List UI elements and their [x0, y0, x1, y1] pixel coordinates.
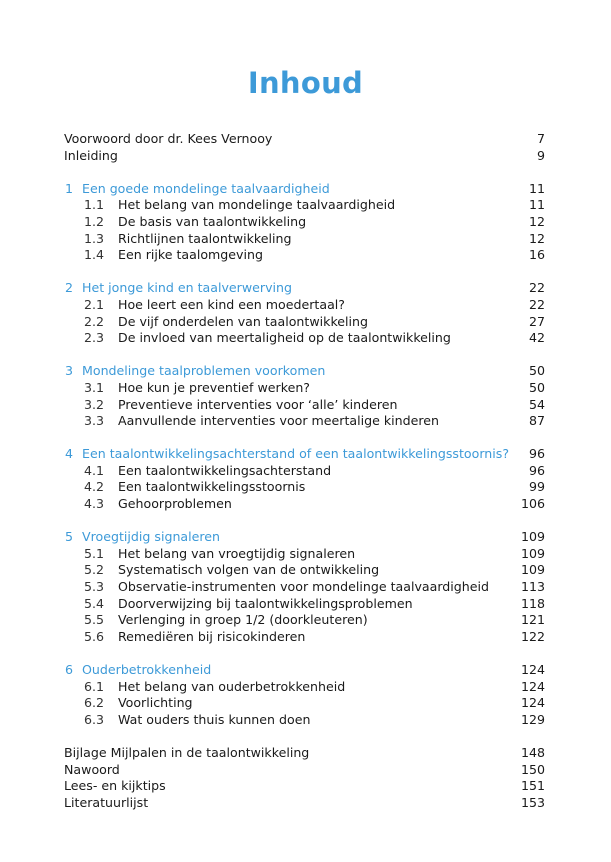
- section-entry[interactable]: [64, 546, 545, 563]
- section-title: Het belang van vroegtijdig signaleren: [118, 545, 356, 561]
- section-entry[interactable]: [64, 314, 545, 331]
- section-number: 5.6: [84, 628, 105, 644]
- section-number: 6.3: [84, 711, 105, 727]
- section-title: De basis van taalontwikkeling: [118, 213, 307, 229]
- page-number: 11: [528, 180, 545, 196]
- chapter-heading[interactable]: [64, 446, 545, 463]
- section-entry[interactable]: [64, 712, 545, 729]
- chapter-title: Vroegtijdig signaleren: [82, 529, 221, 545]
- page-number: 27: [528, 313, 545, 329]
- entry-title: Lees- en kijktips: [64, 778, 166, 794]
- section-number: 4.1: [84, 462, 105, 478]
- page-number: 118: [520, 595, 545, 611]
- section-title: Aanvullende interventies voor meertalige kinderen: [118, 413, 440, 429]
- section-entry[interactable]: [64, 214, 545, 231]
- section-number: 4.2: [84, 479, 105, 495]
- spacer: [64, 264, 545, 281]
- section-title: Observatie-instrumenten voor mondelinge taalvaardigheid: [118, 579, 489, 595]
- page-number: 7: [536, 131, 545, 146]
- chapter-title: Ouderbetrokkenheid: [82, 662, 212, 677]
- page-number: 16: [528, 247, 545, 263]
- page-number: 129: [520, 711, 545, 727]
- entry-title: Inleiding: [64, 147, 118, 163]
- toc-entry[interactable]: [64, 148, 545, 165]
- section-entry[interactable]: [64, 562, 545, 579]
- page-number: 54: [528, 396, 545, 412]
- section-entry[interactable]: [64, 413, 545, 430]
- section-entry[interactable]: [64, 695, 545, 712]
- page-number: 42: [528, 330, 545, 346]
- section-entry[interactable]: [64, 479, 545, 496]
- chapter-heading[interactable]: [64, 280, 545, 297]
- section-entry[interactable]: [64, 247, 545, 264]
- section-number: 2.2: [84, 313, 105, 329]
- page-number: 99: [528, 479, 545, 495]
- page-number: 96: [528, 462, 545, 478]
- chapter-number: 3: [65, 363, 74, 379]
- section-title: Doorverwijzing bij taalontwikkelingsproblemen: [118, 595, 413, 611]
- page-number: 106: [520, 496, 545, 512]
- chapter-number: 2: [65, 280, 74, 296]
- section-title: Systematisch volgen van de ontwikkeling: [118, 562, 380, 578]
- section-number: 5.1: [84, 545, 105, 561]
- chapter-number: 6: [65, 662, 74, 677]
- chapter-heading[interactable]: [64, 181, 545, 198]
- section-title: Gehoorproblemen: [118, 496, 232, 512]
- page-number: 124: [520, 662, 545, 677]
- page-number: 87: [528, 413, 545, 429]
- section-number: 6.2: [84, 695, 105, 711]
- section-title: Voorlichting: [118, 695, 193, 711]
- entry-title: Literatuurlijst: [64, 794, 149, 810]
- page-number: 109: [520, 545, 545, 561]
- section-title: Richtlijnen taalontwikkeling: [118, 230, 292, 246]
- page-number: 12: [528, 230, 545, 246]
- spacer: [64, 728, 545, 745]
- section-number: 1.1: [84, 197, 105, 213]
- chapter-title: Mondelinge taalproblemen voorkomen: [82, 363, 326, 379]
- section-title: De vijf onderdelen van taalontwikkeling: [118, 313, 369, 329]
- section-entry[interactable]: [64, 397, 545, 414]
- spacer: [64, 164, 545, 181]
- page-number: 50: [528, 363, 545, 379]
- entry-title: Nawoord: [64, 761, 120, 777]
- section-entry[interactable]: [64, 496, 545, 513]
- page-number: 12: [528, 213, 545, 229]
- section-number: 1.2: [84, 213, 105, 229]
- section-title: Verlenging in groep 1/2 (doorkleuteren): [118, 612, 368, 628]
- section-number: 3.2: [84, 396, 105, 412]
- page-number: 124: [520, 695, 545, 711]
- section-title: Wat ouders thuis kunnen doen: [118, 711, 311, 727]
- section-title: Preventieve interventies voor ‘alle’ kinderen: [118, 396, 398, 412]
- chapter-title: Een goede mondelinge taalvaardigheid: [82, 180, 330, 196]
- section-number: 3.3: [84, 413, 105, 429]
- toc-entry[interactable]: [64, 778, 545, 795]
- spacer: [64, 430, 545, 447]
- section-entry[interactable]: [64, 231, 545, 248]
- page-number: 153: [520, 794, 545, 810]
- toc-entry[interactable]: [64, 131, 545, 148]
- table-of-contents: [64, 131, 545, 811]
- page-number: 50: [528, 379, 545, 395]
- page-number: 96: [528, 446, 545, 462]
- section-entry[interactable]: [64, 463, 545, 480]
- section-number: 2.3: [84, 330, 105, 346]
- chapter-title: Het jonge kind en taalverwerving: [82, 280, 292, 296]
- chapter-heading[interactable]: [64, 529, 545, 546]
- section-title: Remediëren bij risicokinderen: [118, 628, 306, 644]
- page-number: 22: [528, 296, 545, 312]
- page-title: Inhoud: [247, 66, 364, 100]
- section-number: 3.1: [84, 379, 105, 395]
- page-number: 150: [520, 761, 545, 777]
- section-number: 1.4: [84, 247, 105, 263]
- spacer: [64, 513, 545, 530]
- section-title: De invloed van meertaligheid op de taalontwikkeling: [118, 330, 451, 346]
- section-number: 5.3: [84, 579, 105, 595]
- section-entry[interactable]: [64, 679, 545, 696]
- toc-entry[interactable]: [64, 795, 545, 812]
- toc-entry[interactable]: [64, 762, 545, 779]
- section-entry[interactable]: [64, 197, 545, 214]
- page-number: 109: [520, 529, 545, 545]
- section-number: 5.2: [84, 562, 105, 578]
- page-number: 122: [520, 628, 545, 644]
- entry-title: Voorwoord door dr. Kees Vernooy: [64, 131, 273, 146]
- entry-title: Bijlage Mijlpalen in de taalontwikkeling: [64, 744, 310, 760]
- section-number: 1.3: [84, 230, 105, 246]
- section-entry[interactable]: [64, 297, 545, 314]
- section-entry[interactable]: [64, 330, 545, 347]
- page-number: 11: [528, 197, 545, 213]
- section-number: 2.1: [84, 296, 105, 312]
- section-number: 5.5: [84, 612, 105, 628]
- chapter-number: 4: [65, 446, 74, 462]
- page-number: 9: [536, 147, 545, 163]
- chapter-title: Een taalontwikkelingsachterstand of een taalontwikkelingsstoornis?: [82, 446, 510, 462]
- page-number: 148: [520, 744, 545, 760]
- section-title: Een rijke taalomgeving: [118, 247, 263, 263]
- section-title: Het belang van mondelinge taalvaardigheid: [118, 197, 396, 213]
- page-number: 121: [520, 612, 545, 628]
- page-number: 22: [528, 280, 545, 296]
- chapter-number: 5: [65, 529, 74, 545]
- section-title: Hoe kun je preventief werken?: [118, 379, 310, 395]
- chapter-heading[interactable]: [64, 363, 545, 380]
- section-title: Een taalontwikkelingsstoornis: [118, 479, 306, 495]
- section-entry[interactable]: [64, 612, 545, 629]
- page-number: 151: [520, 778, 545, 794]
- section-number: 6.1: [84, 678, 105, 694]
- spacer: [64, 645, 545, 662]
- section-entry[interactable]: [64, 629, 545, 646]
- section-title: Een taalontwikkelingsachterstand: [118, 462, 332, 478]
- chapter-heading[interactable]: [64, 662, 545, 679]
- section-entry[interactable]: [64, 579, 545, 596]
- section-entry[interactable]: [64, 380, 545, 397]
- spacer: [64, 347, 545, 364]
- section-title: Hoe leert een kind een moedertaal?: [118, 296, 345, 312]
- section-number: 4.3: [84, 496, 105, 512]
- chapter-number: 1: [65, 180, 74, 196]
- toc-entry[interactable]: [64, 745, 545, 762]
- section-entry[interactable]: [64, 596, 545, 613]
- page-number: 109: [520, 562, 545, 578]
- page-number: 124: [520, 678, 545, 694]
- page-number: 113: [520, 579, 545, 595]
- section-title: Het belang van ouderbetrokkenheid: [118, 678, 346, 694]
- section-number: 5.4: [84, 595, 105, 611]
